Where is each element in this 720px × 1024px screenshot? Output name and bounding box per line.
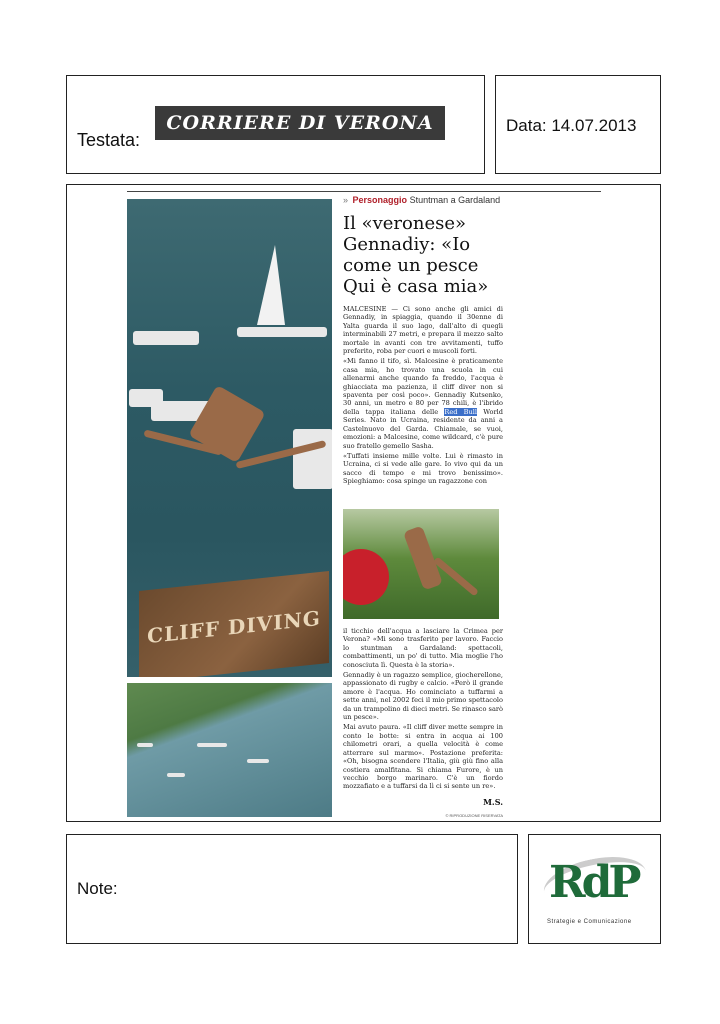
boat-shape [137,743,153,747]
testata-label: Testata: [77,130,141,150]
highlighted-text: Red Bull [444,407,477,416]
paragraph-text: «Mi fanno il tifo, sì. Malcesine è praticamente casa mia, ho trovato una scuola in cui allenarmi anche quando fa freddo, l'acqua è ghiacciata ma pazienza, il cliff diver non si spaventa per così poco». Gennadiy Kutsenko, 30 anni, un metro e 80 per 78 chili, è l'ibrido della tappa italiana delle [343,357,503,416]
article-paragraph [343,357,503,449]
notes-label: Note: [77,879,118,898]
article-text-column [343,195,503,488]
boat-shape [247,759,269,763]
boat-shape [197,743,227,747]
rdp-logo: RdP [549,857,638,908]
newspaper-clipping [127,191,601,817]
cliff-diving-platform [139,571,329,677]
article-paragraph: Gennadiy è un ragazzo semplice, giocherellone, appassionato di rugby e calcio. «Però il grande amore è l'acqua. Ho cominciato a tuffarmi a sette anni, nel 2002 feci il mio primo spettacolo da un trampolino di dieci metri. Se rinasco sarò un pesce». [343,671,503,722]
newspaper-masthead: CORRIERE DI VERONA [155,106,445,140]
lake-shore-photo [127,683,332,817]
article-paragraph: Mai avuto paura. «Il cliff diver mette sempre in conto le botte: si entra in acqua ai 100 chilometri orari, a quella velocità è come atterrare sul marmo». Postazione preferita: «Oh, bisogna scendere l'Italia, giù giù fino alla costiera amalfitana. Si chiama Furore, è un vecchio borgo marinaro. C'è un fiordo mozzafiato e a tuffarsi da lì ci si sente un re». [343,723,503,791]
article-text-column-2 [343,627,503,818]
top-rule [127,191,601,192]
copyright-notice: © RIPRODUZIONE RISERVATA [445,812,503,818]
date-label: Data: 14.07.2013 [506,116,637,135]
article-clipping-box [66,184,661,822]
kicker-section: Personaggio [352,195,408,205]
article-kicker [343,195,503,205]
kicker-topic: Stuntman a Gardaland [409,195,501,205]
header-date-box [495,75,661,174]
article-paragraph: «Tuffati insieme mille volte. Lui è rimasto in Ucraina, ci si vede alle gare. Io vivo qui da un sacco di tempo e mi trovo benissimo». Spieghiamo: cosa spinge un ragazzone con [343,451,503,486]
sailboat-shape [257,245,285,325]
article-headline: Il «veronese» Gennadiy: «Io come un pesce Qui è casa mia» [343,213,489,297]
logo-subtitle: Strategie e Comunicazione [547,919,632,925]
cliff-diving-photo [127,199,332,677]
diver-figure [188,385,265,463]
boat-shape [237,327,327,337]
article-signature: M.S. [483,796,503,807]
paragraph-text: World Series. Nato in Ucraina, residente da anni a Castelnuovo del Garda. Chiamale, se vuoi, emozioni: a Malcesine, come wildcard, c'è pure suo fratello gemello Sasha. [343,407,503,450]
diver-action-photo [343,509,499,619]
platform-logo-text: CLIFF DIVING [147,605,321,649]
boat-shape [167,773,185,777]
boat-shape [293,429,332,489]
notes-box [66,834,518,944]
boat-shape [133,331,199,345]
article-paragraph: MALCESINE — Ci sono anche gli amici di Gennadiy, in spiaggia, quando il 30enne di Yalta guarda il suo lago, dall'alto di quegli interminabili 27 metri, e prepara il mezzo salto mortale in avanti con tre avvitamenti, tuffo preferito, roba per cuori e muscoli forti. [343,305,503,356]
logo-box [528,834,661,944]
article-paragraph: il ticchio dell'acqua a lasciare la Crimea per Verona? «Mi sono trasferito per lavoro. Faccio lo stuntman a Gardaland: spettacoli, combattimenti, un po' di tutto. Mia moglie l'ho conosciuta lì. Questa è la storia». [343,627,503,669]
header-testata-box [66,75,485,174]
kicker-arrows-icon: » [343,195,349,205]
red-bull-balloon [343,549,389,605]
